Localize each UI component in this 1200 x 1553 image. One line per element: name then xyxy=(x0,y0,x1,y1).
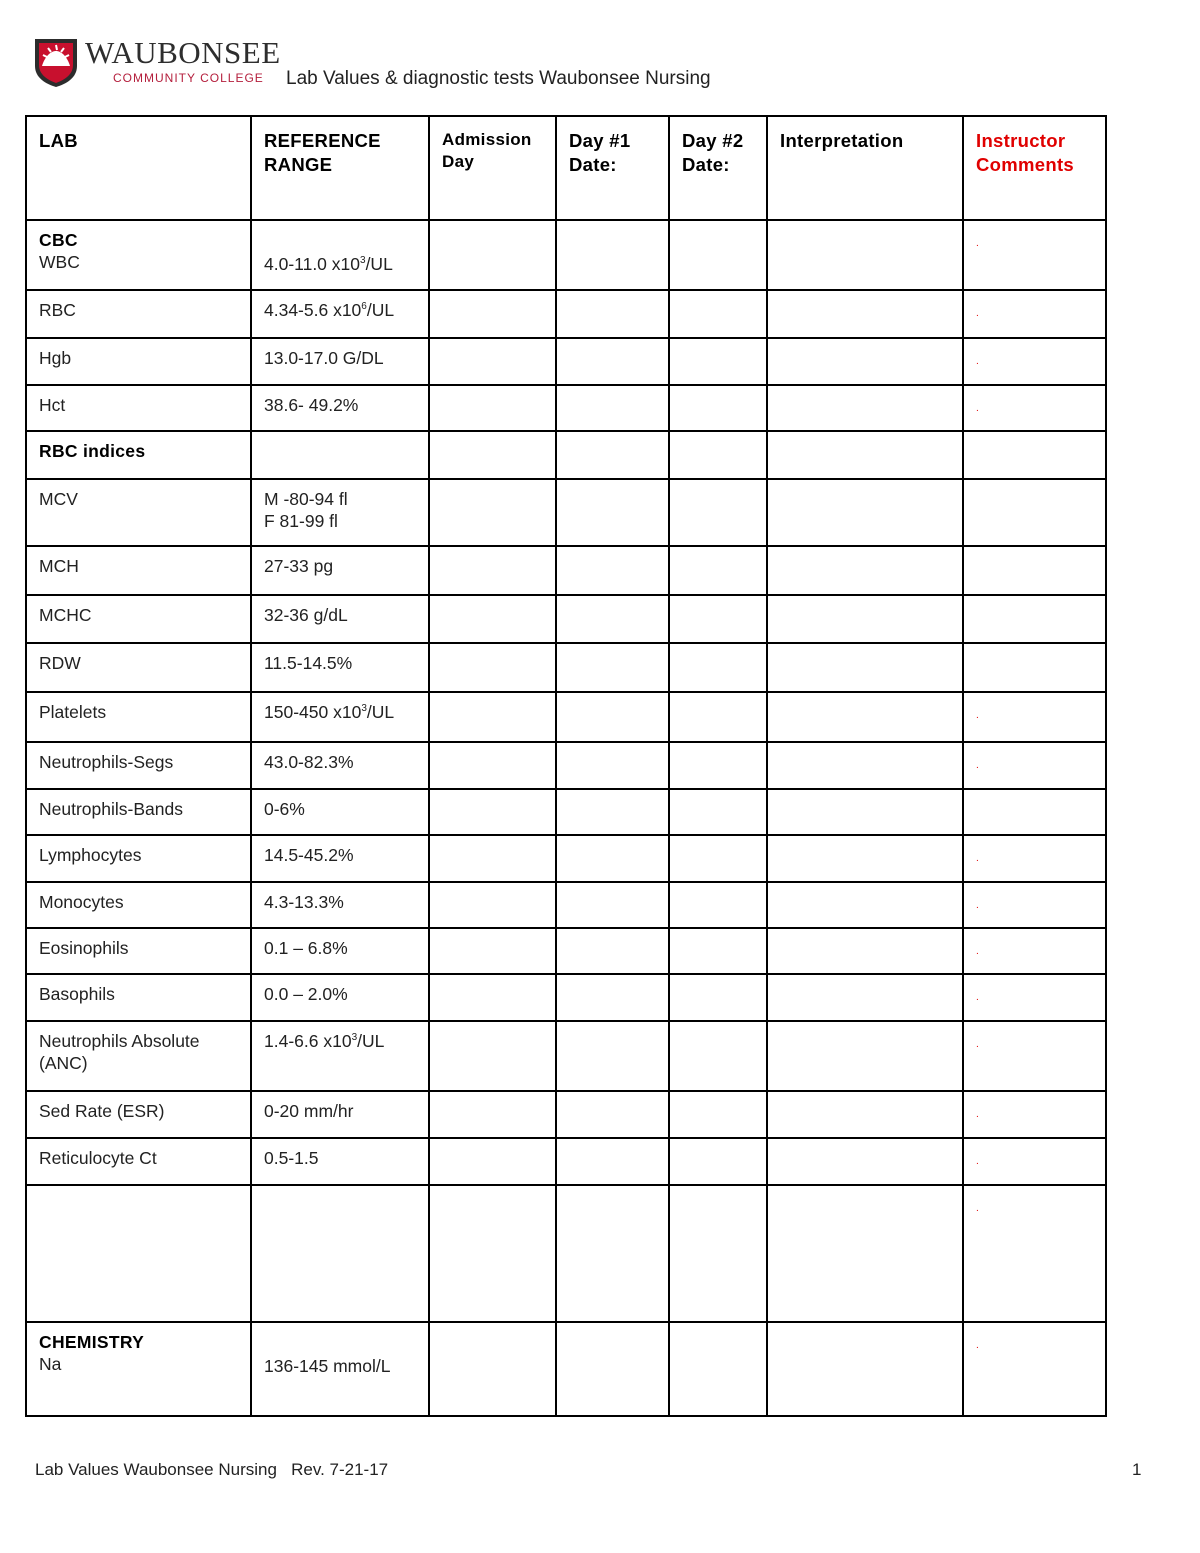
day-2-cell[interactable] xyxy=(669,974,767,1021)
instructor-comment-cell[interactable]: . xyxy=(963,1185,1106,1322)
interpretation-cell[interactable] xyxy=(767,742,963,789)
admission-day-cell[interactable] xyxy=(429,1185,556,1322)
reference-range-cell: 4.34-5.6 $x10^6/UL$ xyxy=(251,290,429,338)
reference-range-cell: 0-20 mm/hr xyxy=(251,1091,429,1138)
admission-day-cell[interactable] xyxy=(429,928,556,974)
instructor-comment-cell[interactable]: . xyxy=(963,835,1106,882)
day-1-cell[interactable] xyxy=(556,742,669,789)
day-1-cell[interactable] xyxy=(556,385,669,431)
day-1-cell[interactable] xyxy=(556,546,669,595)
admission-day-cell[interactable] xyxy=(429,1322,556,1416)
day-1-cell[interactable] xyxy=(556,1021,669,1091)
day-2-cell[interactable] xyxy=(669,1091,767,1138)
reference-range-cell: 32-36 g/dL xyxy=(251,595,429,643)
lab-values-table xyxy=(25,115,1107,1417)
day-2-cell[interactable] xyxy=(669,479,767,546)
day-2-cell[interactable] xyxy=(669,1322,767,1416)
day-1-cell[interactable] xyxy=(556,431,669,479)
instructor-comment-cell[interactable]: . xyxy=(963,1322,1106,1416)
interpretation-cell[interactable] xyxy=(767,928,963,974)
logo-name: WAUBONSEE xyxy=(85,35,281,70)
day-1-cell[interactable] xyxy=(556,835,669,882)
instructor-comment-cell[interactable]: . xyxy=(963,338,1106,385)
day-1-cell[interactable] xyxy=(556,643,669,692)
lab-name-cell[interactable] xyxy=(26,1185,251,1322)
admission-day-cell[interactable] xyxy=(429,643,556,692)
lab-name-cell: Hct xyxy=(26,385,251,431)
page-number: 1 xyxy=(1132,1460,1142,1479)
interpretation-cell[interactable] xyxy=(767,643,963,692)
reference-range-cell: 4.3-13.3% xyxy=(251,882,429,928)
interpretation-cell[interactable] xyxy=(767,385,963,431)
interpretation-cell[interactable] xyxy=(767,431,963,479)
interpretation-cell[interactable] xyxy=(767,1322,963,1416)
day-2-cell[interactable] xyxy=(669,1138,767,1185)
reference-range-cell xyxy=(251,431,429,479)
reference-range-cell: 0.0 – 2.0% xyxy=(251,974,429,1021)
reference-range-cell[interactable] xyxy=(251,1185,429,1322)
instructor-comment-cell[interactable]: . xyxy=(963,290,1106,338)
instructor-comment-cell[interactable]: . xyxy=(963,1091,1106,1138)
interpretation-cell[interactable] xyxy=(767,479,963,546)
day-1-cell[interactable] xyxy=(556,220,669,290)
day-1-cell[interactable] xyxy=(556,789,669,835)
instructor-comment-cell[interactable]: . xyxy=(963,1021,1106,1091)
lab-name-cell: Monocytes xyxy=(26,882,251,928)
instructor-comment-cell[interactable]: . xyxy=(963,928,1106,974)
admission-day-cell[interactable] xyxy=(429,1021,556,1091)
instructor-comment-cell[interactable]: . xyxy=(963,385,1106,431)
day-2-cell[interactable] xyxy=(669,1021,767,1091)
day-1-cell[interactable] xyxy=(556,928,669,974)
table-row-anc xyxy=(26,1021,1106,1091)
admission-day-cell[interactable] xyxy=(429,338,556,385)
instructor-comment-cell[interactable] xyxy=(963,595,1106,643)
reference-range-cell: 1.4-6.6 $x10^3/UL$ xyxy=(251,1021,429,1091)
instructor-comment-cell[interactable] xyxy=(963,546,1106,595)
lab-name-cell: Sed Rate (ESR) xyxy=(26,1091,251,1138)
table-row-eosinophils xyxy=(26,928,1106,974)
table-row-monocytes xyxy=(26,882,1106,928)
admission-day-cell[interactable] xyxy=(429,789,556,835)
day-1-cell[interactable] xyxy=(556,1322,669,1416)
lab-name-cell: CHEMISTRY Na xyxy=(26,1322,251,1416)
page-footer: Lab Values Waubonsee Nursing Rev. 7-21-17 xyxy=(35,1460,389,1479)
day-1-cell[interactable] xyxy=(556,1185,669,1322)
admission-day-cell[interactable] xyxy=(429,479,556,546)
column-header-day-2: Day #2 Date: xyxy=(669,116,767,220)
interpretation-cell[interactable] xyxy=(767,1185,963,1322)
table-row-hct xyxy=(26,385,1106,431)
column-header-day-1: Day #1 Date: xyxy=(556,116,669,220)
day-2-cell[interactable] xyxy=(669,692,767,742)
table-row-platelets xyxy=(26,692,1106,742)
table-row-na xyxy=(26,1322,1106,1416)
admission-day-cell[interactable] xyxy=(429,1091,556,1138)
admission-day-cell[interactable] xyxy=(429,385,556,431)
table-row-neutrophils-segs xyxy=(26,742,1106,789)
admission-day-cell[interactable] xyxy=(429,595,556,643)
table-row-wbc xyxy=(26,220,1106,290)
day-1-cell[interactable] xyxy=(556,290,669,338)
interpretation-cell[interactable] xyxy=(767,882,963,928)
table-row-rbc-indices xyxy=(26,431,1106,479)
table-row-mchc xyxy=(26,595,1106,643)
document-title: Lab Values & diagnostic tests Waubonsee Nursing xyxy=(286,68,711,89)
day-1-cell[interactable] xyxy=(556,479,669,546)
column-header-lab: LAB xyxy=(26,116,251,220)
instructor-comment-cell[interactable] xyxy=(963,479,1106,546)
interpretation-cell[interactable] xyxy=(767,1138,963,1185)
interpretation-cell[interactable] xyxy=(767,1091,963,1138)
lab-name-cell: RDW xyxy=(26,643,251,692)
lab-name-cell: Hgb xyxy=(26,338,251,385)
day-2-cell[interactable] xyxy=(669,835,767,882)
day-2-cell[interactable] xyxy=(669,742,767,789)
instructor-comment-cell[interactable]: . xyxy=(963,742,1106,789)
reference-range-cell: 0-6% xyxy=(251,789,429,835)
interpretation-cell[interactable] xyxy=(767,546,963,595)
day-2-cell[interactable] xyxy=(669,928,767,974)
lab-name-cell: RBC indices xyxy=(26,431,251,479)
table-row-mcv xyxy=(26,479,1106,546)
day-1-cell[interactable] xyxy=(556,1138,669,1185)
table-row-lymphocytes xyxy=(26,835,1106,882)
admission-day-cell[interactable] xyxy=(429,692,556,742)
instructor-comment-cell[interactable]: . xyxy=(963,882,1106,928)
column-header-admission-day: Admission Day xyxy=(429,116,556,220)
table-row-basophils xyxy=(26,974,1106,1021)
interpretation-cell[interactable] xyxy=(767,220,963,290)
day-2-cell[interactable] xyxy=(669,338,767,385)
day-1-cell[interactable] xyxy=(556,1091,669,1138)
admission-day-cell[interactable] xyxy=(429,742,556,789)
reference-range-cell: 13.0-17.0 G/DL xyxy=(251,338,429,385)
admission-day-cell[interactable] xyxy=(429,974,556,1021)
logo-subtitle: COMMUNITY COLLEGE xyxy=(113,71,264,85)
day-2-cell[interactable] xyxy=(669,290,767,338)
reference-range-cell: 0.5-1.5 xyxy=(251,1138,429,1185)
day-1-cell[interactable] xyxy=(556,974,669,1021)
instructor-comment-cell[interactable]: . xyxy=(963,692,1106,742)
day-2-cell[interactable] xyxy=(669,595,767,643)
day-2-cell[interactable] xyxy=(669,431,767,479)
reference-range-cell: 4.0-11.0 $x10^3/UL$ xyxy=(251,220,429,290)
table-row-blank xyxy=(26,1185,1106,1322)
interpretation-cell[interactable] xyxy=(767,338,963,385)
table-row-hgb xyxy=(26,338,1106,385)
interpretation-cell[interactable] xyxy=(767,1021,963,1091)
day-2-cell[interactable] xyxy=(669,1185,767,1322)
lab-name-cell: CBC WBC xyxy=(26,220,251,290)
table-row-neutrophils-bands xyxy=(26,789,1106,835)
admission-day-cell[interactable] xyxy=(429,431,556,479)
admission-day-cell[interactable] xyxy=(429,1138,556,1185)
day-1-cell[interactable] xyxy=(556,595,669,643)
table-row-rbc xyxy=(26,290,1106,338)
table-row-mch xyxy=(26,546,1106,595)
instructor-comment-cell[interactable]: . xyxy=(963,1138,1106,1185)
admission-day-cell[interactable] xyxy=(429,290,556,338)
day-1-cell[interactable] xyxy=(556,338,669,385)
instructor-comment-cell[interactable] xyxy=(963,431,1106,479)
day-2-cell[interactable] xyxy=(669,789,767,835)
interpretation-cell[interactable] xyxy=(767,835,963,882)
reference-range-cell: M -80-94 fl F 81-99 fl xyxy=(251,479,429,546)
lab-name-cell: Neutrophils-Segs xyxy=(26,742,251,789)
lab-name-cell: MCHC xyxy=(26,595,251,643)
day-1-cell[interactable] xyxy=(556,882,669,928)
instructor-comment-cell[interactable] xyxy=(963,789,1106,835)
interpretation-cell[interactable] xyxy=(767,974,963,1021)
admission-day-cell[interactable] xyxy=(429,835,556,882)
interpretation-cell[interactable] xyxy=(767,692,963,742)
college-logo xyxy=(33,35,281,88)
lab-name-cell: Platelets xyxy=(26,692,251,742)
admission-day-cell[interactable] xyxy=(429,882,556,928)
reference-range-cell: 150-450 $x10^3/UL$ xyxy=(251,692,429,742)
lab-name-cell: MCH xyxy=(26,546,251,595)
column-header-instructor-comments: Instructor Comments xyxy=(963,116,1106,220)
table-row-reticulocyte xyxy=(26,1138,1106,1185)
column-header-interpretation: Interpretation xyxy=(767,116,963,220)
instructor-comment-cell[interactable]: . xyxy=(963,220,1106,290)
instructor-comment-cell[interactable] xyxy=(963,643,1106,692)
day-1-cell[interactable] xyxy=(556,692,669,742)
lab-name-cell: RBC xyxy=(26,290,251,338)
interpretation-cell[interactable] xyxy=(767,595,963,643)
lab-name-cell: MCV xyxy=(26,479,251,546)
day-2-cell[interactable] xyxy=(669,546,767,595)
admission-day-cell[interactable] xyxy=(429,546,556,595)
instructor-comment-cell[interactable]: . xyxy=(963,974,1106,1021)
day-2-cell[interactable] xyxy=(669,643,767,692)
table-row-rdw xyxy=(26,643,1106,692)
reference-range-cell: 11.5-14.5% xyxy=(251,643,429,692)
interpretation-cell[interactable] xyxy=(767,290,963,338)
college-shield-icon xyxy=(33,36,79,88)
admission-day-cell[interactable] xyxy=(429,220,556,290)
table-row-esr xyxy=(26,1091,1106,1138)
lab-name-cell: Reticulocyte Ct xyxy=(26,1138,251,1185)
column-header-reference-range: REFERENCE RANGE xyxy=(251,116,429,220)
table-header-row xyxy=(26,116,1106,220)
reference-range-cell: 136-145 mmol/L xyxy=(251,1322,429,1416)
reference-range-cell: 38.6- 49.2% xyxy=(251,385,429,431)
lab-name-cell: Neutrophils Absolute (ANC) xyxy=(26,1021,251,1091)
lab-name-cell: Neutrophils-Bands xyxy=(26,789,251,835)
interpretation-cell[interactable] xyxy=(767,789,963,835)
day-2-cell[interactable] xyxy=(669,385,767,431)
reference-range-cell: 27-33 pg xyxy=(251,546,429,595)
lab-name-cell: Basophils xyxy=(26,974,251,1021)
day-2-cell[interactable] xyxy=(669,220,767,290)
lab-name-cell: Eosinophils xyxy=(26,928,251,974)
reference-range-cell: 43.0-82.3% xyxy=(251,742,429,789)
reference-range-cell: 0.1 – 6.8% xyxy=(251,928,429,974)
day-2-cell[interactable] xyxy=(669,882,767,928)
reference-range-cell: 14.5-45.2% xyxy=(251,835,429,882)
lab-name-cell: Lymphocytes xyxy=(26,835,251,882)
